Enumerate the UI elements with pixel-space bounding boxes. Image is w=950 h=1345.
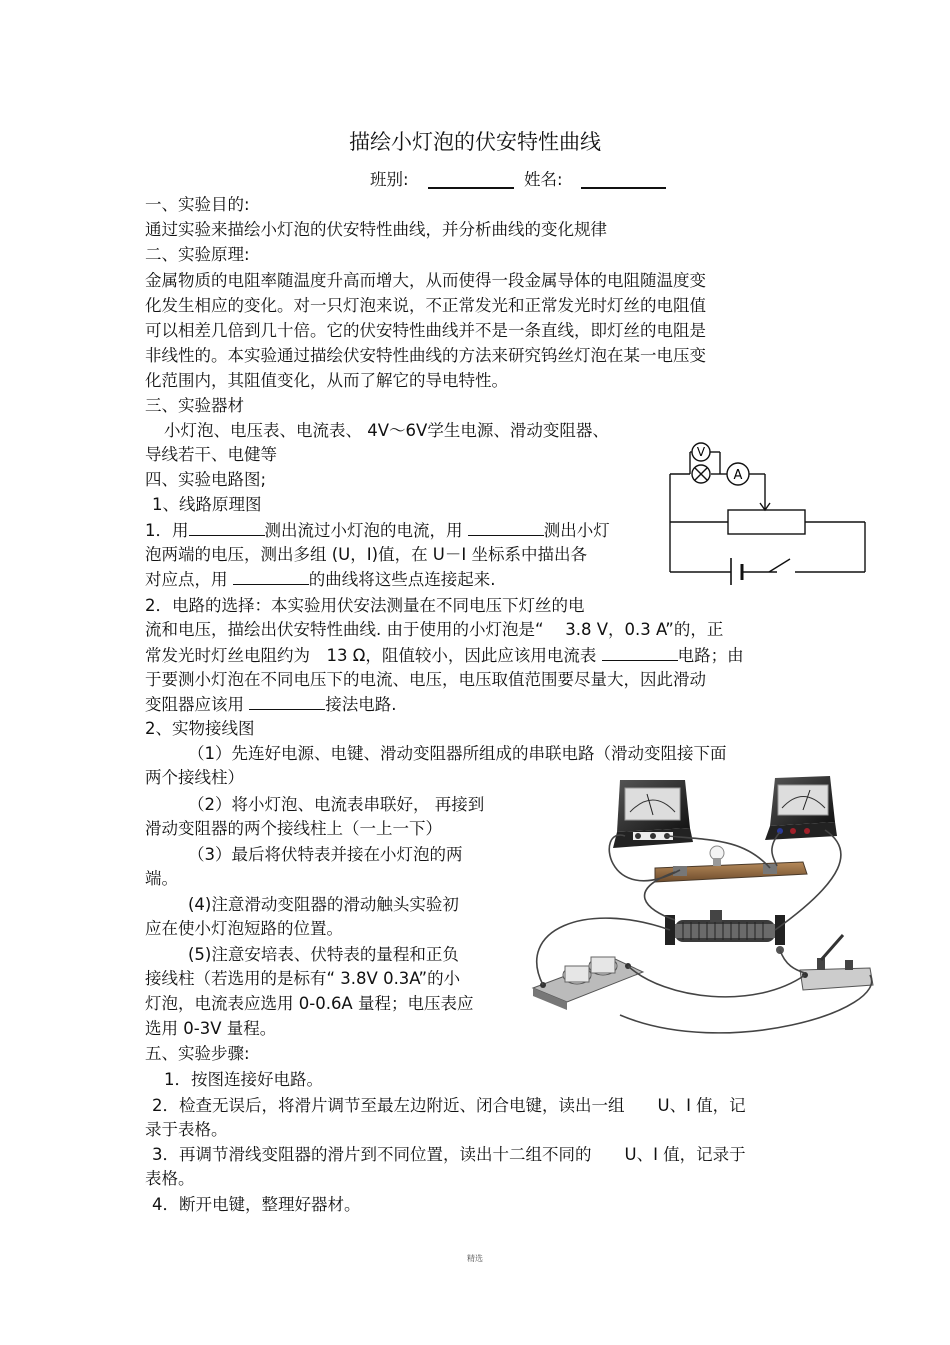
p1-text-c: 测出小灯 [543, 521, 610, 540]
p1-line3-text-a: 对应点，用 [145, 570, 228, 589]
wiring-step-4: (4)注意滑动变阻器的滑动触头实验初 [188, 895, 459, 914]
p1-text-a: 1．用 [145, 521, 189, 540]
wiring-step-5-cont: 选用 0-3V 量程。 [145, 1019, 277, 1038]
paragraph-2-line-4: 于要测小灯泡在不同电压下的电流、电压，电压取值范围要尽量大，因此滑动 [145, 670, 706, 689]
section-heading-procedure: 五、实验步骤: [145, 1044, 250, 1063]
p1-text-b: 测出流过小灯泡的电流，用 [264, 521, 463, 540]
p2-line3-text-b: 电路；由 [677, 646, 744, 665]
principle-line: 非线性的。本实验通过描绘伏安特性曲线的方法来研究钨丝灯泡在某一电压变 [145, 346, 706, 365]
wiring-step-3-cont: 端。 [145, 869, 178, 888]
section-heading-principle: 二、实验原理: [145, 245, 250, 264]
wiring-step-2: （2）将小灯泡、电流表串联好， 再接到 [188, 795, 485, 814]
paragraph-2-line-3 [145, 643, 744, 668]
procedure-step-4: 4．断开电键，整理好器材。 [152, 1195, 361, 1214]
class-blank[interactable] [428, 170, 514, 189]
bulb-board [655, 846, 807, 882]
purpose-text: 通过实验来描绘小灯泡的伏安特性曲线，并分析曲线的变化规律 [145, 220, 607, 239]
principle-line: 化范围内，其阻值变化，从而了解它的导电特性。 [145, 371, 508, 390]
ammeter-symbol-label: A [733, 468, 743, 483]
paragraph-2-line-2: 流和电压，描绘出伏安特性曲线. 由于使用的小灯泡是“ 3.8 V，0.3 A”的，正 [145, 620, 724, 639]
procedure-step-2: 2．检查无误后，将滑片调节至最左边附近、闭合电键，读出一组 U、I 值，记 [152, 1096, 746, 1115]
p2-line5-text-b: 接法电路. [325, 695, 397, 714]
procedure-step-2-cont: 录于表格。 [145, 1120, 228, 1139]
p2-line5-text-a: 变阻器应该用 [145, 695, 244, 714]
equipment-line: 导线若干、电健等 [145, 445, 277, 464]
principle-line: 化发生相应的变化。对一只灯泡来说，不正常发光和正常发光时灯丝的电阻值 [145, 296, 706, 315]
wiring-step-1-cont: 两个接线柱） [145, 768, 244, 787]
sliding-rheostat-device [665, 910, 785, 954]
page-title: 描绘小灯泡的伏安特性曲线 [349, 130, 601, 154]
curve-type-blank[interactable] [233, 567, 309, 585]
wiring-step-5: (5)注意安培表、伏特表的量程和正负 [188, 945, 459, 964]
section-heading-circuit: 四、实验电路图; [145, 470, 267, 489]
principle-line: 可以相差几倍到几十倍。它的伏安特性曲线并不是一条直线，即灯丝的电阻是 [145, 321, 706, 340]
paragraph-1-line-2: 泡两端的电压，测出多组 (U，I)值，在 U－I 坐标系中描出各 [145, 545, 587, 564]
name-blank[interactable] [581, 170, 666, 189]
name-label: 姓名: [524, 170, 563, 189]
wiring-step-2-cont: 滑动变阻器的两个接线柱上（一上一下） [145, 819, 442, 838]
subheading-wiring: 2、实物接线图 [145, 719, 255, 738]
procedure-step-1: 1．按图连接好电路。 [164, 1070, 323, 1089]
section-heading-equipment: 三、实验器材 [145, 396, 244, 415]
paragraph-2-line-5 [145, 692, 397, 717]
lightbulb-icon [710, 846, 724, 860]
wiring-step-3: （3）最后将伏特表并接在小灯泡的两 [188, 845, 463, 864]
wiring-step-1: （1）先连好电源、电键、滑动变阻器所组成的串联电路（滑动变阻接下面 [188, 744, 727, 763]
footer-label: 精选 [467, 1254, 483, 1263]
principle-line: 金属物质的电阻率随温度升高而增大，从而使得一段金属导体的电阻随温度变 [145, 271, 706, 290]
circuit-schematic [665, 440, 875, 585]
wiring-step-5-cont: 接线柱（若选用的是标有“ 3.8V 0.3A”的小 [145, 969, 461, 988]
rheostat-connection-blank[interactable] [249, 692, 325, 710]
paragraph-1-line-3 [145, 567, 496, 592]
procedure-step-3-cont: 表格。 [145, 1169, 195, 1188]
paragraph-1-line-1 [145, 518, 610, 543]
equipment-line: 小灯泡、电压表、电流表、 4V～6V学生电源、滑动变阻器、 [164, 421, 609, 440]
class-label: 班别: [370, 170, 409, 189]
subheading-schematic: 1、线路原理图 [152, 495, 262, 514]
p1-line3-text-b: 的曲线将这些点连接起来. [308, 570, 496, 589]
apparatus-wiring-illustration [525, 770, 885, 1040]
wiring-step-5-cont: 灯泡，电流表应选用 0-0.6A 量程；电压表应 [145, 994, 474, 1013]
procedure-step-3: 3．再调节滑线变阻器的滑片到不同位置，读出十二组不同的 U、I 值，记录于 [152, 1145, 746, 1164]
voltmeter-blank[interactable] [468, 518, 544, 536]
paragraph-2-line-1: 2．电路的选择：本实验用伏安法测量在不同电压下灯丝的电 [145, 596, 585, 615]
p2-line3-text-a: 常发光时灯丝电阻约为 13 Ω，阻值较小，因此应该用电流表 [145, 646, 597, 665]
voltmeter-symbol-label: V [696, 445, 706, 459]
power-supply-device [533, 957, 643, 1010]
ammeter-connection-blank[interactable] [602, 643, 678, 661]
section-heading-purpose: 一、实验目的: [145, 195, 250, 214]
ammeter-blank[interactable] [189, 518, 265, 536]
wiring-step-4-cont: 应在使小灯泡短路的位置。 [145, 919, 343, 938]
switch-device [800, 935, 873, 990]
